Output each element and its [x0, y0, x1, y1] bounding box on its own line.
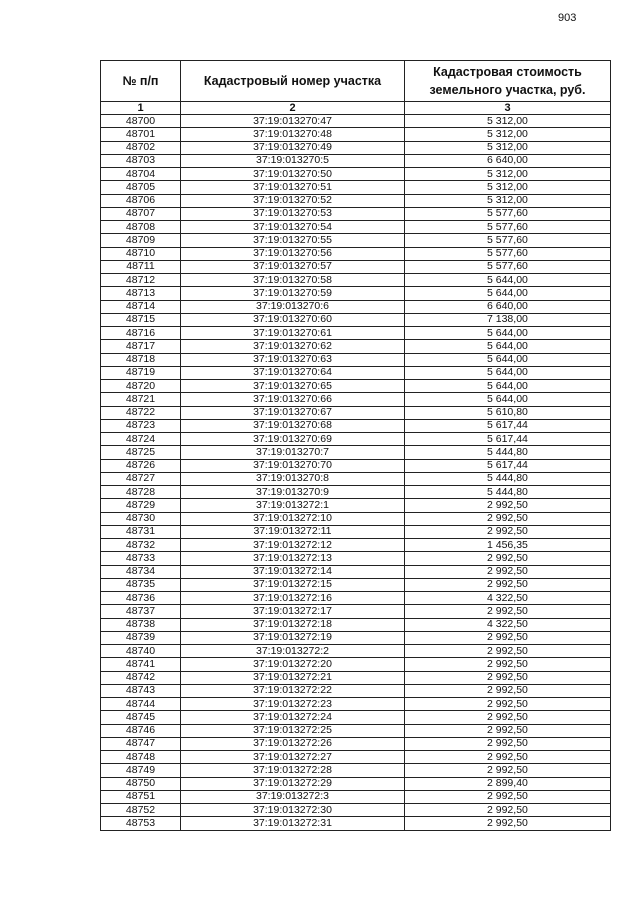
cadastral-number-cell: 37:19:013272:3	[181, 790, 405, 803]
row-number-cell: 48732	[101, 539, 181, 552]
cadastral-value-cell: 5 644,00	[405, 340, 611, 353]
cadastral-number-cell: 37:19:013270:57	[181, 260, 405, 273]
row-number-cell: 48714	[101, 300, 181, 313]
cadastral-value-cell: 2 992,50	[405, 658, 611, 671]
cadastral-number-cell: 37:19:013272:2	[181, 645, 405, 658]
row-number-cell: 48717	[101, 340, 181, 353]
row-number-cell: 48707	[101, 207, 181, 220]
header-cadastral-value: Кадастровая стоимость земельного участка, руб.	[405, 61, 611, 102]
cadastral-value-cell: 2 992,50	[405, 751, 611, 764]
cadastral-number-cell: 37:19:013270:59	[181, 287, 405, 300]
table-row	[101, 711, 611, 724]
row-number-cell: 48753	[101, 817, 181, 830]
cadastral-number-cell: 37:19:013270:68	[181, 419, 405, 432]
cadastral-number-cell: 37:19:013272:27	[181, 751, 405, 764]
cadastral-value-cell: 2 992,50	[405, 578, 611, 591]
cadastral-value-cell: 2 992,50	[405, 724, 611, 737]
cadastral-number-cell: 37:19:013272:17	[181, 605, 405, 618]
row-number-cell: 48702	[101, 141, 181, 154]
cadastral-value-cell: 5 644,00	[405, 353, 611, 366]
row-number-cell: 48726	[101, 459, 181, 472]
cadastral-value-cell: 5 444,80	[405, 446, 611, 459]
row-number-cell: 48710	[101, 247, 181, 260]
cadastral-value-cell: 4 322,50	[405, 592, 611, 605]
table-row	[101, 207, 611, 220]
table-row	[101, 539, 611, 552]
row-number-cell: 48706	[101, 194, 181, 207]
row-number-cell: 48727	[101, 472, 181, 485]
cadastral-value-cell: 5 644,00	[405, 287, 611, 300]
row-number-cell: 48731	[101, 525, 181, 538]
table-row	[101, 658, 611, 671]
cadastral-number-cell: 37:19:013272:28	[181, 764, 405, 777]
cadastral-value-cell: 5 644,00	[405, 393, 611, 406]
row-number-cell: 48723	[101, 419, 181, 432]
header-row-number: № п/п	[101, 61, 181, 102]
row-number-cell: 48724	[101, 433, 181, 446]
row-number-cell: 48745	[101, 711, 181, 724]
cadastral-value-cell: 2 992,50	[405, 512, 611, 525]
table-row	[101, 698, 611, 711]
cadastral-value-cell: 7 138,00	[405, 313, 611, 326]
cadastral-value-cell: 4 322,50	[405, 618, 611, 631]
cadastral-value-cell: 5 312,00	[405, 168, 611, 181]
table-row	[101, 128, 611, 141]
cadastral-number-cell: 37:19:013270:51	[181, 181, 405, 194]
row-number-cell: 48743	[101, 684, 181, 697]
cadastral-value-cell: 2 992,50	[405, 552, 611, 565]
row-number-cell: 48708	[101, 221, 181, 234]
cadastral-value-cell: 2 992,50	[405, 790, 611, 803]
cadastral-value-cell: 2 992,50	[405, 525, 611, 538]
row-number-cell: 48750	[101, 777, 181, 790]
cadastral-value-cell: 5 577,60	[405, 234, 611, 247]
row-number-cell: 48735	[101, 578, 181, 591]
cadastral-number-cell: 37:19:013270:54	[181, 221, 405, 234]
cadastral-number-cell: 37:19:013270:60	[181, 313, 405, 326]
cadastral-number-cell: 37:19:013272:10	[181, 512, 405, 525]
page-number: 903	[558, 12, 577, 24]
table-row	[101, 260, 611, 273]
column-number: 1	[101, 102, 181, 115]
table-row	[101, 565, 611, 578]
cadastral-value-cell: 2 992,50	[405, 565, 611, 578]
cadastral-value-cell: 2 992,50	[405, 737, 611, 750]
table-row	[101, 141, 611, 154]
table-row	[101, 154, 611, 167]
cadastral-number-cell: 37:19:013270:6	[181, 300, 405, 313]
table-row	[101, 419, 611, 432]
cadastral-value-cell: 1 456,35	[405, 539, 611, 552]
cadastral-value-cell: 5 577,60	[405, 247, 611, 260]
cadastral-value-cell: 5 312,00	[405, 115, 611, 128]
cadastral-number-cell: 37:19:013270:58	[181, 274, 405, 287]
table-row	[101, 486, 611, 499]
table-row	[101, 300, 611, 313]
cadastral-value-cell: 5 577,60	[405, 260, 611, 273]
cadastral-number-cell: 37:19:013270:7	[181, 446, 405, 459]
cadastral-number-cell: 37:19:013272:31	[181, 817, 405, 830]
cadastral-number-cell: 37:19:013270:50	[181, 168, 405, 181]
cadastral-number-cell: 37:19:013270:61	[181, 327, 405, 340]
cadastral-number-cell: 37:19:013270:52	[181, 194, 405, 207]
row-number-cell: 48728	[101, 486, 181, 499]
row-number-cell: 48748	[101, 751, 181, 764]
row-number-cell: 48722	[101, 406, 181, 419]
table-row	[101, 380, 611, 393]
cadastral-value-cell: 6 640,00	[405, 154, 611, 167]
row-number-cell: 48747	[101, 737, 181, 750]
row-number-cell: 48736	[101, 592, 181, 605]
cadastral-value-cell: 5 312,00	[405, 141, 611, 154]
table-row	[101, 472, 611, 485]
cadastral-value-cell: 5 312,00	[405, 181, 611, 194]
cadastral-number-cell: 37:19:013270:53	[181, 207, 405, 220]
cadastral-number-cell: 37:19:013272:30	[181, 804, 405, 817]
cadastral-value-cell: 5 617,44	[405, 419, 611, 432]
cadastral-value-cell: 2 992,50	[405, 645, 611, 658]
table-row	[101, 751, 611, 764]
row-number-cell: 48737	[101, 605, 181, 618]
row-number-cell: 48709	[101, 234, 181, 247]
cadastral-value-cell: 2 992,50	[405, 499, 611, 512]
cadastral-value-cell: 5 617,44	[405, 459, 611, 472]
row-number-cell: 48700	[101, 115, 181, 128]
cadastral-value-cell: 5 444,80	[405, 486, 611, 499]
cadastral-number-cell: 37:19:013270:64	[181, 366, 405, 379]
table-row	[101, 274, 611, 287]
cadastral-value-cell: 5 617,44	[405, 433, 611, 446]
table-row	[101, 804, 611, 817]
row-number-cell: 48705	[101, 181, 181, 194]
table-row	[101, 446, 611, 459]
row-number-cell: 48725	[101, 446, 181, 459]
table-row	[101, 684, 611, 697]
cadastral-value-cell: 2 992,50	[405, 605, 611, 618]
table-row	[101, 353, 611, 366]
column-number: 3	[405, 102, 611, 115]
table-row	[101, 737, 611, 750]
table-row	[101, 525, 611, 538]
cadastral-value-cell: 2 992,50	[405, 671, 611, 684]
row-number-cell: 48751	[101, 790, 181, 803]
cadastral-number-cell: 37:19:013270:48	[181, 128, 405, 141]
table-row	[101, 552, 611, 565]
cadastral-number-cell: 37:19:013272:26	[181, 737, 405, 750]
row-number-cell: 48721	[101, 393, 181, 406]
cadastral-number-cell: 37:19:013272:24	[181, 711, 405, 724]
row-number-cell: 48740	[101, 645, 181, 658]
header-cadastral-number: Кадастровый номер участка	[181, 61, 405, 102]
row-number-cell: 48730	[101, 512, 181, 525]
cadastral-value-cell: 2 992,50	[405, 631, 611, 644]
cadastral-number-cell: 37:19:013270:9	[181, 486, 405, 499]
cadastral-number-cell: 37:19:013272:19	[181, 631, 405, 644]
cadastral-number-cell: 37:19:013272:29	[181, 777, 405, 790]
table-row	[101, 287, 611, 300]
table-row	[101, 393, 611, 406]
row-number-cell: 48733	[101, 552, 181, 565]
table-row	[101, 313, 611, 326]
table-row	[101, 790, 611, 803]
cadastral-number-cell: 37:19:013270:69	[181, 433, 405, 446]
cadastral-number-cell: 37:19:013270:47	[181, 115, 405, 128]
cadastral-number-cell: 37:19:013272:25	[181, 724, 405, 737]
cadastral-number-cell: 37:19:013270:49	[181, 141, 405, 154]
cadastral-value-cell: 5 312,00	[405, 128, 611, 141]
cadastral-number-cell: 37:19:013272:22	[181, 684, 405, 697]
column-number: 2	[181, 102, 405, 115]
row-number-cell: 48712	[101, 274, 181, 287]
table-row	[101, 817, 611, 830]
table-row	[101, 605, 611, 618]
table-row	[101, 592, 611, 605]
cadastral-value-cell: 5 577,60	[405, 207, 611, 220]
table-header-row	[101, 61, 611, 102]
table-row	[101, 618, 611, 631]
cadastral-number-cell: 37:19:013270:70	[181, 459, 405, 472]
cadastral-value-cell: 2 992,50	[405, 817, 611, 830]
table-row	[101, 194, 611, 207]
row-number-cell: 48711	[101, 260, 181, 273]
cadastral-number-cell: 37:19:013270:62	[181, 340, 405, 353]
cadastral-value-cell: 2 992,50	[405, 764, 611, 777]
cadastral-value-cell: 5 644,00	[405, 380, 611, 393]
cadastral-value-cell: 5 444,80	[405, 472, 611, 485]
table-row	[101, 247, 611, 260]
cadastral-number-cell: 37:19:013272:16	[181, 592, 405, 605]
cadastral-number-cell: 37:19:013272:11	[181, 525, 405, 538]
cadastral-value-table	[100, 60, 611, 831]
cadastral-number-cell: 37:19:013272:20	[181, 658, 405, 671]
cadastral-value-cell: 2 992,50	[405, 804, 611, 817]
row-number-cell: 48701	[101, 128, 181, 141]
cadastral-value-cell: 5 610,80	[405, 406, 611, 419]
cadastral-value-cell: 5 644,00	[405, 327, 611, 340]
cadastral-number-cell: 37:19:013272:12	[181, 539, 405, 552]
table-row	[101, 234, 611, 247]
table-row	[101, 327, 611, 340]
cadastral-number-cell: 37:19:013270:66	[181, 393, 405, 406]
table-row	[101, 181, 611, 194]
table-row	[101, 340, 611, 353]
row-number-cell: 48704	[101, 168, 181, 181]
row-number-cell: 48719	[101, 366, 181, 379]
cadastral-number-cell: 37:19:013272:1	[181, 499, 405, 512]
row-number-cell: 48715	[101, 313, 181, 326]
cadastral-number-cell: 37:19:013270:65	[181, 380, 405, 393]
cadastral-value-cell: 5 577,60	[405, 221, 611, 234]
cadastral-number-cell: 37:19:013272:23	[181, 698, 405, 711]
table-row	[101, 645, 611, 658]
row-number-cell: 48739	[101, 631, 181, 644]
table-row	[101, 115, 611, 128]
table-row	[101, 724, 611, 737]
table-row	[101, 406, 611, 419]
row-number-cell: 48716	[101, 327, 181, 340]
cadastral-number-cell: 37:19:013270:55	[181, 234, 405, 247]
cadastral-number-cell: 37:19:013270:56	[181, 247, 405, 260]
row-number-cell: 48729	[101, 499, 181, 512]
row-number-cell: 48734	[101, 565, 181, 578]
row-number-cell: 48742	[101, 671, 181, 684]
table-row	[101, 499, 611, 512]
row-number-cell: 48713	[101, 287, 181, 300]
table-row	[101, 459, 611, 472]
cadastral-value-cell: 5 644,00	[405, 274, 611, 287]
row-number-cell: 48741	[101, 658, 181, 671]
cadastral-number-cell: 37:19:013270:8	[181, 472, 405, 485]
table-row	[101, 671, 611, 684]
cadastral-number-cell: 37:19:013272:21	[181, 671, 405, 684]
cadastral-value-cell: 5 644,00	[405, 366, 611, 379]
table-row	[101, 764, 611, 777]
cadastral-value-cell: 2 992,50	[405, 684, 611, 697]
table-row	[101, 221, 611, 234]
row-number-cell: 48749	[101, 764, 181, 777]
table-body	[101, 115, 611, 831]
cadastral-number-cell: 37:19:013272:18	[181, 618, 405, 631]
cadastral-value-cell: 6 640,00	[405, 300, 611, 313]
cadastral-number-cell: 37:19:013272:13	[181, 552, 405, 565]
cadastral-number-cell: 37:19:013270:67	[181, 406, 405, 419]
table-row	[101, 168, 611, 181]
row-number-cell: 48752	[101, 804, 181, 817]
row-number-cell: 48744	[101, 698, 181, 711]
cadastral-number-cell: 37:19:013272:15	[181, 578, 405, 591]
table-row	[101, 631, 611, 644]
cadastral-value-cell: 2 992,50	[405, 711, 611, 724]
cadastral-number-cell: 37:19:013272:14	[181, 565, 405, 578]
row-number-cell: 48703	[101, 154, 181, 167]
table-row	[101, 777, 611, 790]
row-number-cell: 48746	[101, 724, 181, 737]
cadastral-value-cell: 2 992,50	[405, 698, 611, 711]
table-row	[101, 366, 611, 379]
table-row	[101, 433, 611, 446]
row-number-cell: 48720	[101, 380, 181, 393]
table-row	[101, 578, 611, 591]
column-number-row	[101, 102, 611, 115]
cadastral-number-cell: 37:19:013270:5	[181, 154, 405, 167]
cadastral-value-cell: 5 312,00	[405, 194, 611, 207]
cadastral-number-cell: 37:19:013270:63	[181, 353, 405, 366]
row-number-cell: 48718	[101, 353, 181, 366]
cadastral-value-cell: 2 899,40	[405, 777, 611, 790]
row-number-cell: 48738	[101, 618, 181, 631]
table-row	[101, 512, 611, 525]
